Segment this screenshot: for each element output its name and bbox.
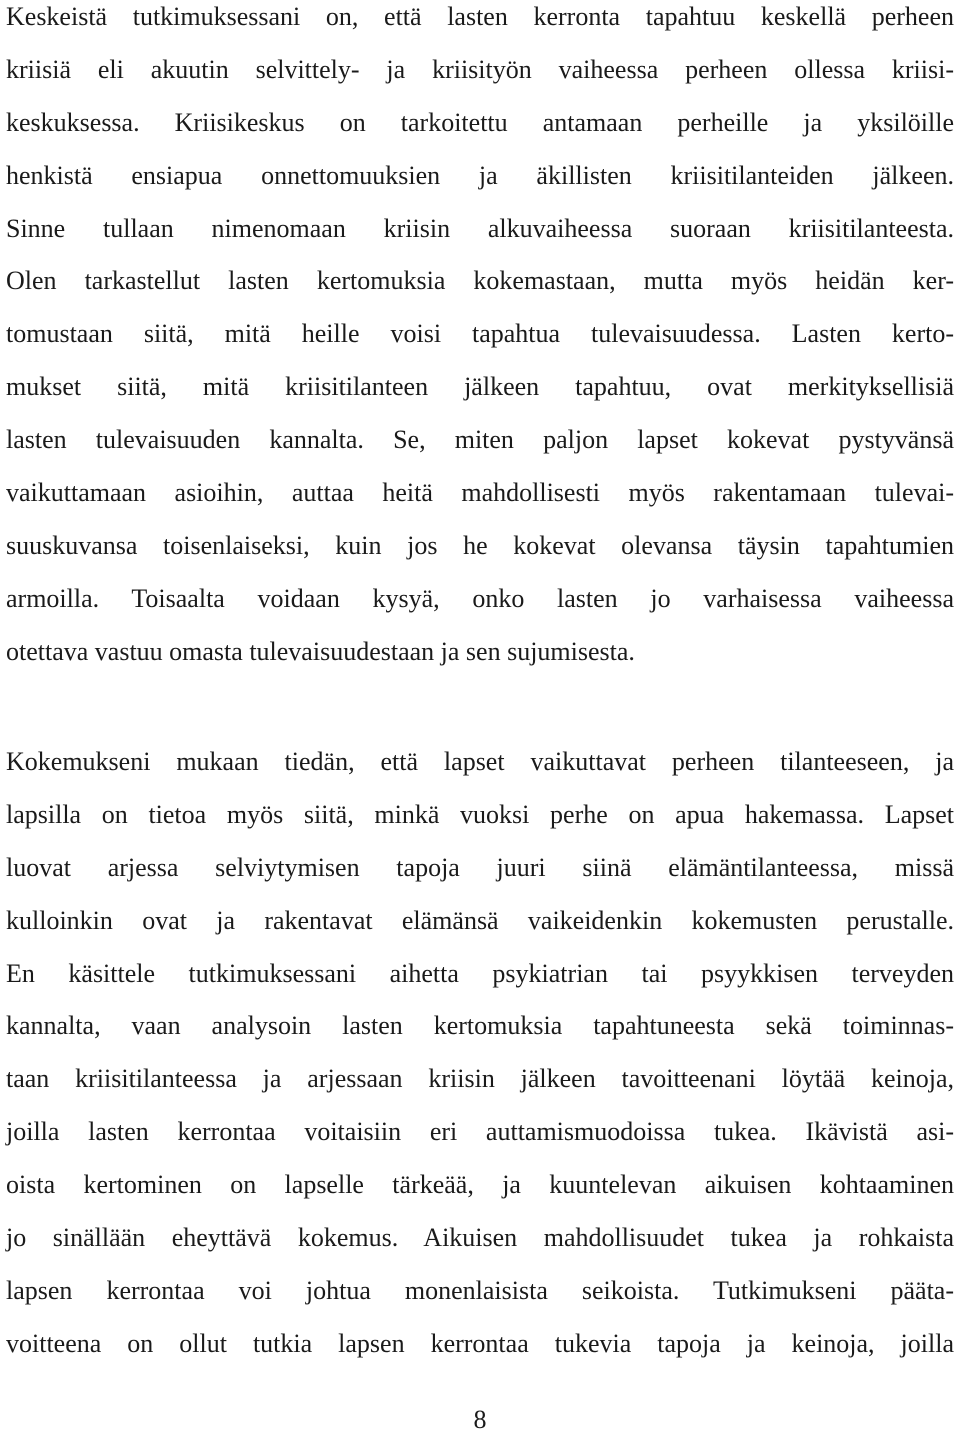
text-line: Olen tarkastellut lasten kertomuksia kokemastaan, mutta myös heidän ker- <box>6 266 954 296</box>
text-line: keskuksessa. Kriisikeskus on tarkoitettu antamaan perheille ja yksilöille <box>6 107 954 137</box>
text-line: lasten tulevaisuuden kannalta. Se, miten paljon lapset kokevat pystyvänsä <box>6 425 954 455</box>
text-line: Kokemukseni mukaan tiedän, että lapset vaikuttavat perheen tilanteeseen, ja <box>6 747 954 776</box>
text-line: luovat arjessa selviytymisen tapoja juuri siinä elämäntilanteessa, missä <box>6 852 954 882</box>
text-line: kulloinkin ovat ja rakentavat elämänsä vaikeidenkin kokemusten perustalle. <box>6 905 954 935</box>
text-line: kriisiä eli akuutin selvittely- ja kriisityön vaiheessa perheen ollessa kriisi- <box>6 54 954 84</box>
text-line: Sinne tullaan nimenomaan kriisin alkuvaiheessa suoraan kriisitilanteesta. <box>6 213 954 243</box>
text-line: kannalta, vaan analysoin lasten kertomuksia tapahtuneesta sekä toiminnas- <box>6 1011 954 1041</box>
text-line: tomustaan siitä, mitä heille voisi tapahtua tulevaisuudessa. Lasten kerto- <box>6 319 954 349</box>
text-line: henkistä ensiapua onnettomuuksien ja äkillisten kriisitilanteiden jälkeen. <box>6 160 954 190</box>
paragraph-1 <box>6 0 954 679</box>
text-line: lapsen kerrontaa voi johtua monenlaisista seikoista. Tutkimukseni pääta- <box>6 1275 954 1305</box>
text-line: taan kriisitilanteessa ja arjessaan kriisin jälkeen tavoitteenani löytää keinoja, <box>6 1064 954 1094</box>
paragraph-2 <box>6 736 954 1371</box>
text-line: Keskeistä tutkimuksessani on, että lasten kerronta tapahtuu keskellä perheen <box>6 2 954 31</box>
text-line: lapsilla on tietoa myös siitä, minkä vuoksi perhe on apua hakemassa. Lapset <box>6 799 954 829</box>
text-line: En käsittele tutkimuksessani aihetta psykiatrian tai psyykkisen terveyden <box>6 958 954 988</box>
text-line: oista kertominen on lapselle tärkeää, ja kuuntelevan aikuisen kohtaaminen <box>6 1170 954 1200</box>
text-line: mukset siitä, mitä kriisitilanteen jälkeen tapahtuu, ovat merkityksellisiä <box>6 372 954 402</box>
text-line: otettava vastuu omasta tulevaisuudestaan ja sen sujumisesta. <box>6 636 635 666</box>
text-line: vaikuttamaan asioihin, auttaa heitä mahdollisesti myös rakentamaan tulevai- <box>6 478 954 508</box>
text-line: voitteena on ollut tutkia lapsen kerrontaa tukevia tapoja ja keinoja, joilla <box>6 1328 954 1358</box>
text-line: joilla lasten kerrontaa voitaisiin eri auttamismuodoissa tukea. Ikävistä asi- <box>6 1117 954 1147</box>
text-line: suuskuvansa toisenlaiseksi, kuin jos he kokevat olevansa täysin tapahtumien <box>6 530 954 560</box>
page-number: 8 <box>473 1405 487 1434</box>
text-line: armoilla. Toisaalta voidaan kysyä, onko lasten jo varhaisessa vaiheessa <box>6 583 954 613</box>
text-line: jo sinällään eheyttävä kokemus. Aikuisen mahdollisuudet tukea ja rohkaista <box>6 1223 954 1253</box>
